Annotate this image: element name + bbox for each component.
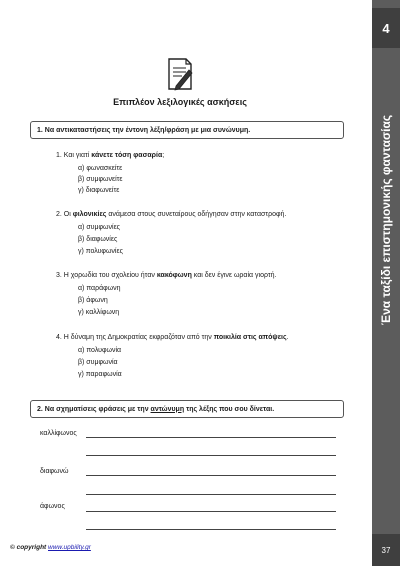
section2-instruction-box — [30, 400, 344, 418]
answer-line-3b[interactable] — [86, 529, 336, 530]
question-1-option-c: γ) διαφωνείτε — [78, 187, 120, 194]
word-1: καλλίφωνος — [40, 430, 77, 437]
side-title-text: Ένα ταξίδι επιστημονικής φαντασίας — [379, 114, 394, 326]
question-4-option-b: β) συμφωνία — [78, 359, 118, 366]
copyright: © copyright www.upbility.gr — [10, 544, 91, 551]
page-number: 37 — [372, 534, 400, 566]
question-2-option-b: β) διαφωνίες — [78, 236, 118, 243]
question-4: 4. Η δύναμη της Δημοκρατίας εκφραζόταν από την ποικιλία στις απόψεις. — [56, 334, 289, 341]
question-3-option-a: α) παράφωνη — [78, 285, 121, 292]
question-2: 2. Οι φιλονικίες ανάμεσα στους συνεταίρους οδήγησαν στην καταστροφή. — [56, 211, 287, 218]
chapter-number: 4 — [372, 8, 400, 48]
document-pen-icon — [162, 56, 198, 92]
question-1: 1. Και γιατί κάνετε τόση φασαρία; — [56, 152, 165, 159]
question-3-option-b: β) άφωνη — [78, 297, 108, 304]
section1-instruction: 1. Να αντικαταστήσεις την έντονη λέξη/φράση με μια συνώνυμη. — [37, 126, 251, 134]
question-1-option-a: α) φωνασκείτε — [78, 165, 123, 172]
word-3: άφωνος — [40, 503, 65, 510]
question-2-option-a: α) συμφωνίες — [78, 224, 121, 231]
answer-line-1b[interactable] — [86, 455, 336, 456]
answer-line-1a[interactable] — [86, 437, 336, 438]
question-4-option-c: γ) παραφωνία — [78, 371, 122, 378]
word-2: διαφωνώ — [40, 468, 69, 475]
question-1-option-b: β) συμφωνείτε — [78, 176, 123, 183]
question-2-option-c: γ) πολυφωνίες — [78, 248, 123, 255]
question-3-option-c: γ) καλλίφωνη — [78, 309, 120, 316]
answer-line-2a[interactable] — [86, 475, 336, 476]
answer-line-3a[interactable] — [86, 511, 336, 512]
page-title: Επιπλέον λεξιλογικές ασκήσεις — [113, 97, 247, 107]
question-3: 3. Η χορωδία του σχολείου ήταν κακόφωνη και δεν έγινε ωραία γιορτή. — [56, 272, 277, 279]
copyright-link[interactable]: www.upbility.gr — [48, 544, 91, 551]
section2-instruction: 2. Να σχηματίσεις φράσεις με την αντώνυμη της λέξης που σου δίνεται. — [37, 405, 275, 413]
section1-instruction-box — [30, 121, 344, 139]
side-title — [376, 90, 396, 350]
answer-line-2b[interactable] — [86, 494, 336, 495]
question-4-option-a: α) πολυφωνία — [78, 347, 122, 354]
